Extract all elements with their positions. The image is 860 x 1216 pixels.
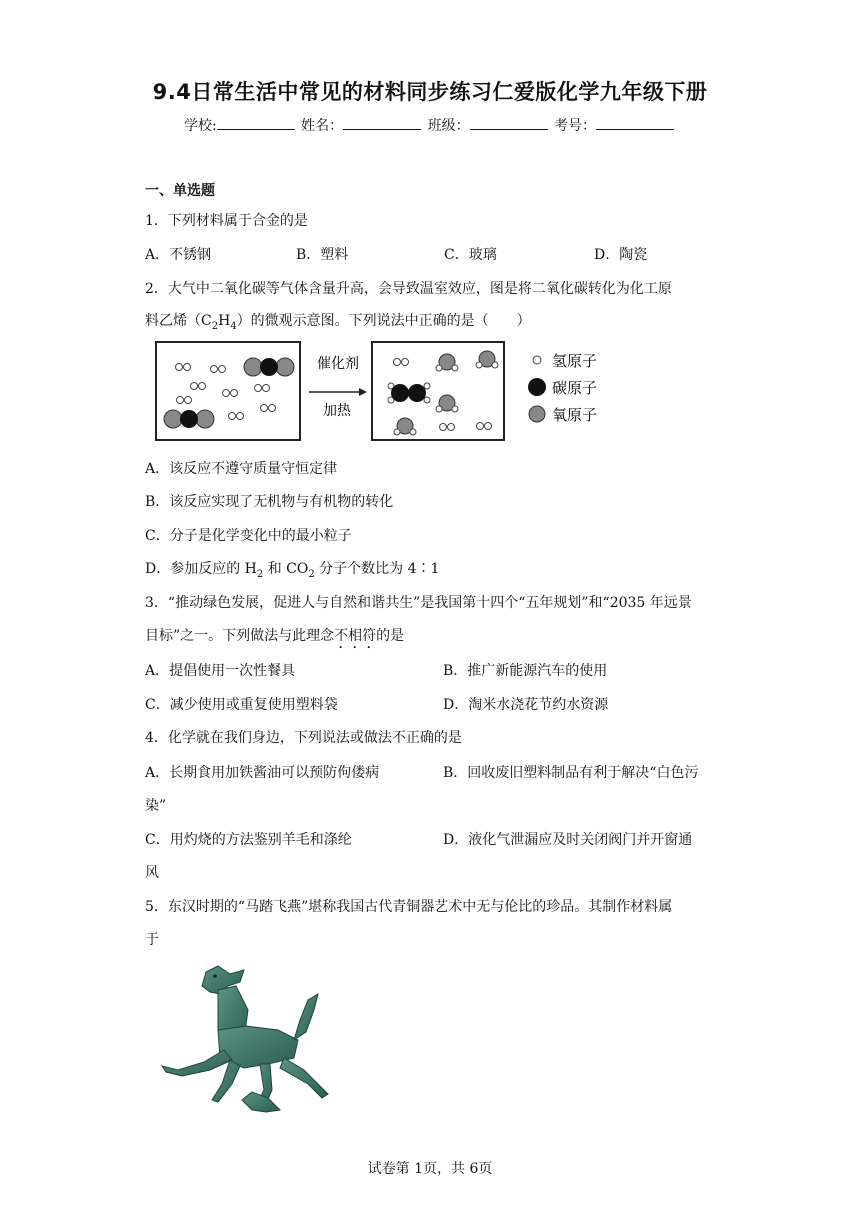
reaction-diagram (155, 340, 615, 444)
q3-stem-line1: 3．“推动绿色发展，促进人与自然和谐共生”是我国第十四个“五年规划”和“2035 年远景 (145, 595, 692, 611)
q3-option-b[interactable]: B．推广新能源汽车的使用 (443, 663, 608, 679)
arrow-condition-top: 催化剂 (317, 356, 359, 372)
legend-hydrogen: 氢原子 (552, 352, 598, 370)
q2-option-b[interactable]: B．该反应实现了无机物与有机物的转化 (145, 494, 394, 510)
school-blank[interactable] (217, 117, 295, 130)
number-label: 考号： (554, 118, 597, 134)
oxygen-legend-icon (529, 406, 545, 422)
q4-option-c[interactable]: C．用灼烧的方法鉴别羊毛和涤纶 (145, 832, 352, 848)
emphasis-text: 不相符 (334, 628, 377, 644)
legend-carbon: 碳原子 (552, 379, 598, 397)
page-footer: 试卷第 1页，共 6页 (367, 1161, 493, 1177)
q1-option-a[interactable]: A．不锈钢 (145, 247, 212, 263)
q3-option-c[interactable]: C．减少使用或重复使用塑料袋 (145, 697, 338, 713)
q2-option-a[interactable]: A．该反应不遵守质量守恒定律 (145, 461, 338, 477)
q4-stem: 4．化学就在我们身边，下列说法或做法不正确的是 (145, 730, 462, 746)
q1-option-c[interactable]: C．玻璃 (444, 247, 497, 263)
arrow-head (359, 388, 367, 396)
q4-option-a[interactable]: A．长期食用加铁酱油可以预防佝偻病 (145, 765, 380, 781)
q4-option-b[interactable]: B．回收废旧塑料制品有利于解决“白色污 (443, 765, 699, 781)
q1-option-b[interactable]: B．塑料 (296, 247, 349, 263)
q1-stem: 1．下列材料属于合金的是 (145, 213, 308, 229)
student-info-line (0, 115, 860, 135)
q4-option-b-cont: 染” (145, 798, 167, 814)
co2-molecule-2 (164, 410, 214, 428)
school-label: 学校: (183, 118, 217, 134)
class-label: 班级： (427, 118, 470, 134)
legend-oxygen: 氧原子 (552, 406, 598, 424)
number-blank[interactable] (596, 117, 674, 130)
carbon-legend-icon (528, 378, 546, 396)
q1-option-d[interactable]: D．陶瓷 (594, 247, 648, 263)
bronze-horse-image (148, 960, 338, 1130)
section-heading: 一、单选题 (145, 183, 215, 199)
class-blank[interactable] (470, 117, 548, 130)
q2-stem-line2: 料乙烯$(C_2H_4)$的微观示意图。下列说法中正确的是（ ） (145, 313, 531, 332)
hydrogen-legend-icon (533, 356, 541, 364)
reaction-diagram-svg (155, 340, 615, 444)
legend (528, 352, 597, 424)
q2-option-c[interactable]: C．分子是化学变化中的最小粒子 (145, 528, 352, 544)
co2-molecule-1 (244, 358, 294, 376)
q2-option-d[interactable]: D．参加反应的 $H_2$ 和 $CO_2$ 分子个数比为 4∶1 (145, 561, 440, 580)
q5-stem-line2: 于 (145, 932, 159, 948)
q4-option-d-cont: 风 (145, 865, 159, 881)
q5-stem-line1: 5．东汉时期的“马踏飞燕”堪称我国古代青铜器艺术中无与伦比的珍品。其制作材料属 (145, 899, 673, 915)
page-title: 9.4日常生活中常见的材料同步练习仁爱版化学九年级下册 (152, 80, 708, 104)
q3-stem-line2: 目标”之一。下列做法与此理念不相符的是 (145, 628, 405, 644)
horse-svg (148, 960, 338, 1130)
arrow-condition-bottom: 加热 (323, 403, 351, 419)
name-label: 姓名： (301, 118, 344, 134)
q3-option-d[interactable]: D．淘米水浇花节约水资源 (443, 697, 609, 713)
q2-stem-line1: 2．大气中二氧化碳等气体含量升高，会导致温室效应，图是将二氧化碳转化为化工原 (145, 281, 672, 297)
q4-option-d[interactable]: D．液化气泄漏应及时关闭阀门并开窗通 (443, 832, 693, 848)
q3-option-a[interactable]: A．提倡使用一次性餐具 (145, 663, 296, 679)
name-blank[interactable] (343, 117, 421, 130)
